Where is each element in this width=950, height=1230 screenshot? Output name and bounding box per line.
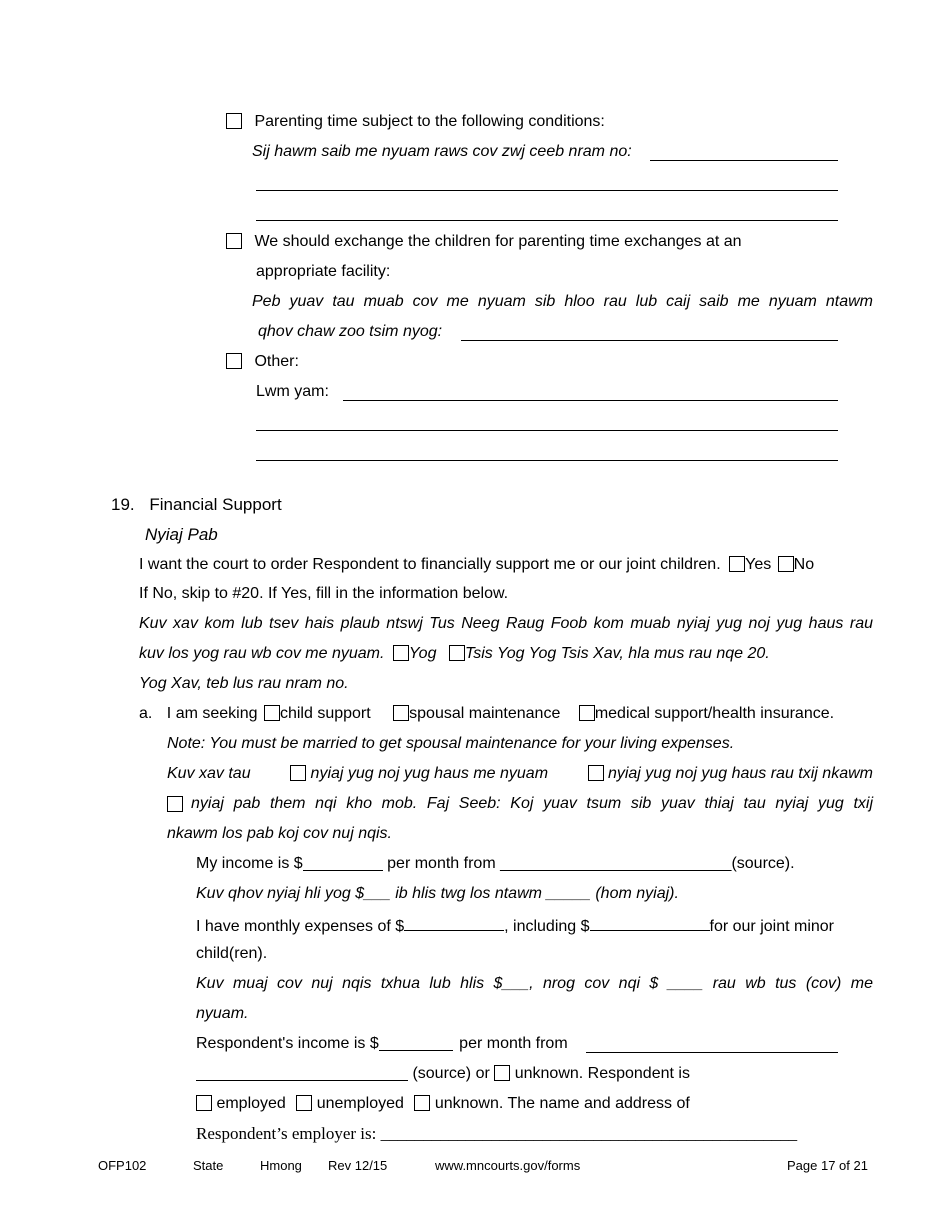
unemployed-label: unemployed [316,1095,404,1112]
employment-unknown-label: unknown. The name and address of [434,1095,690,1112]
other-line-3[interactable] [256,460,838,461]
employed-label: employed [216,1095,286,1112]
income-amount-field[interactable] [303,854,383,871]
exchange-checkbox[interactable] [226,233,242,249]
conditions-checkbox[interactable] [226,113,242,129]
respondent-source-label: (source) or [412,1065,490,1082]
no-checkbox[interactable] [778,556,794,572]
employed-checkbox[interactable] [196,1095,212,1111]
yog-checkbox[interactable] [393,645,409,661]
exchange-label-hmong-2: qhov chaw zoo tsim nyog: [258,323,443,340]
support-question-hmong-2: kuv los yog rau wb cov me nyuam. [139,645,385,662]
child-support-checkbox[interactable] [264,705,280,721]
respondent-source-field[interactable] [196,1064,408,1081]
expenses-amount-field[interactable] [404,914,504,931]
exchange-label-hmong-1: Peb yuav tau muab cov me nyuam sib hloo rau lub caij saib me nyuam ntawm [252,293,873,310]
expenses-children-label: for our joint minor [709,918,835,935]
footer-page-number: Page 17 of 21 [787,1158,868,1173]
conditions-line-2[interactable] [256,190,838,191]
exchange-label-1: We should exchange the children for parenting time exchanges at an [254,233,742,250]
no-label: No [793,556,815,573]
section-number: 19. [111,495,135,514]
expenses-label: I have monthly expenses of $ [196,918,405,935]
support-question-hmong-3: Yog Xav, teb lus rau nram no. [139,675,349,692]
respondent-period-label: per month from [459,1035,568,1052]
seeking-hmong-label: Kuv xav tau [167,765,251,782]
employer-label: Respondent’s employer is: [196,1124,377,1143]
section-title-hmong: Nyiaj Pab [145,525,218,544]
respondent-source-line-1[interactable] [586,1052,838,1053]
support-question: I want the court to order Respondent to financially support me or our joint children. [139,556,721,573]
conditions-label: Parenting time subject to the following conditions: [254,113,605,130]
footer-revision: Rev 12/15 [328,1158,388,1173]
seeking-label: I am seeking [166,705,258,722]
other-label-hmong: Lwm yam: [256,383,329,400]
spousal-hmong-checkbox[interactable] [588,765,604,781]
respondent-unknown-label: unknown. Respondent is [514,1065,690,1082]
expenses-hmong-1: Kuv muaj cov nuj nqis txhua lub hlis $___, nrog cov nqi $ ____ rau wb tus (cov) me [196,975,873,992]
expenses-children-label-2: child(ren). [196,945,268,962]
medical-hmong-label: nyiaj pab them nqi kho mob. Faj Seeb: Koj yuav tsum sib yuav thiaj tau nyiaj yug txij [191,795,873,812]
yes-label: Yes [745,556,772,573]
yes-checkbox[interactable] [729,556,745,572]
conditions-line-1[interactable] [650,160,838,161]
footer-language: Hmong [260,1158,302,1173]
spousal-maintenance-label: spousal maintenance [409,705,561,722]
tsis-yog-label: Tsis Yog Yog Tsis Xav, hla mus rau nqe 20. [464,645,770,662]
exchange-label-2: appropriate facility: [256,263,391,280]
item-a-letter: a. [139,705,153,722]
other-label: Other: [254,353,299,370]
other-line-1[interactable] [343,400,838,401]
child-support-label: child support [279,705,371,722]
medical-hmong-checkbox[interactable] [167,796,183,812]
exchange-line[interactable] [461,340,838,341]
other-checkbox[interactable] [226,353,242,369]
income-hmong: Kuv qhov nyiaj hli yog $___ ib hlis twg los ntawm _____ (hom nyiaj). [196,885,679,902]
spousal-note: Note: You must be married to get spousal maintenance for your living expenses. [167,735,735,752]
child-support-hmong-checkbox[interactable] [290,765,306,781]
skip-instruction: If No, skip to #20. If Yes, fill in the information below. [139,585,509,602]
respondent-income-label: Respondent's income is $ [196,1035,379,1052]
footer-url[interactable]: www.mncourts.gov/forms [435,1158,581,1173]
income-source-label: (source). [731,855,795,872]
spousal-maintenance-checkbox[interactable] [393,705,409,721]
unemployed-checkbox[interactable] [296,1095,312,1111]
employment-unknown-checkbox[interactable] [414,1095,430,1111]
child-support-hmong-label: nyiaj yug noj yug haus me nyuam [310,765,549,782]
support-question-hmong-1: Kuv xav kom lub tsev hais plaub ntswj Tus Neeg Raug Foob kom muab nyiaj yug noj yug haus rau [139,615,873,632]
children-expenses-field[interactable] [590,914,710,931]
income-label: My income is $ [196,855,303,872]
respondent-income-unknown-checkbox[interactable] [494,1065,510,1081]
respondent-income-field[interactable] [379,1034,453,1051]
medical-support-label: medical support/health insurance. [594,705,835,722]
spousal-hmong-label: nyiaj yug noj yug haus rau txij nkawm [607,765,873,782]
income-source-field[interactable]: __________________________ [500,855,732,872]
section-title: Financial Support [149,495,282,514]
expenses-hmong-2: nyuam. [196,1005,249,1022]
tsis-yog-checkbox[interactable] [449,645,465,661]
medical-support-checkbox[interactable] [579,705,595,721]
employer-field[interactable]: _________________________________________________ [380,1124,798,1143]
income-period-label: per month from [387,855,496,872]
other-line-2[interactable] [256,430,838,431]
footer-form-code: OFP102 [98,1158,147,1173]
yog-label: Yog [408,645,437,662]
expenses-including-label: , including $ [504,918,590,935]
medical-hmong-label-2: nkawm los pab koj cov nuj nqis. [167,825,392,842]
footer-state: State [193,1158,224,1173]
conditions-line-3[interactable] [256,220,838,221]
conditions-label-hmong: Sij hawm saib me nyuam raws cov zwj ceeb nram no: [252,143,632,160]
